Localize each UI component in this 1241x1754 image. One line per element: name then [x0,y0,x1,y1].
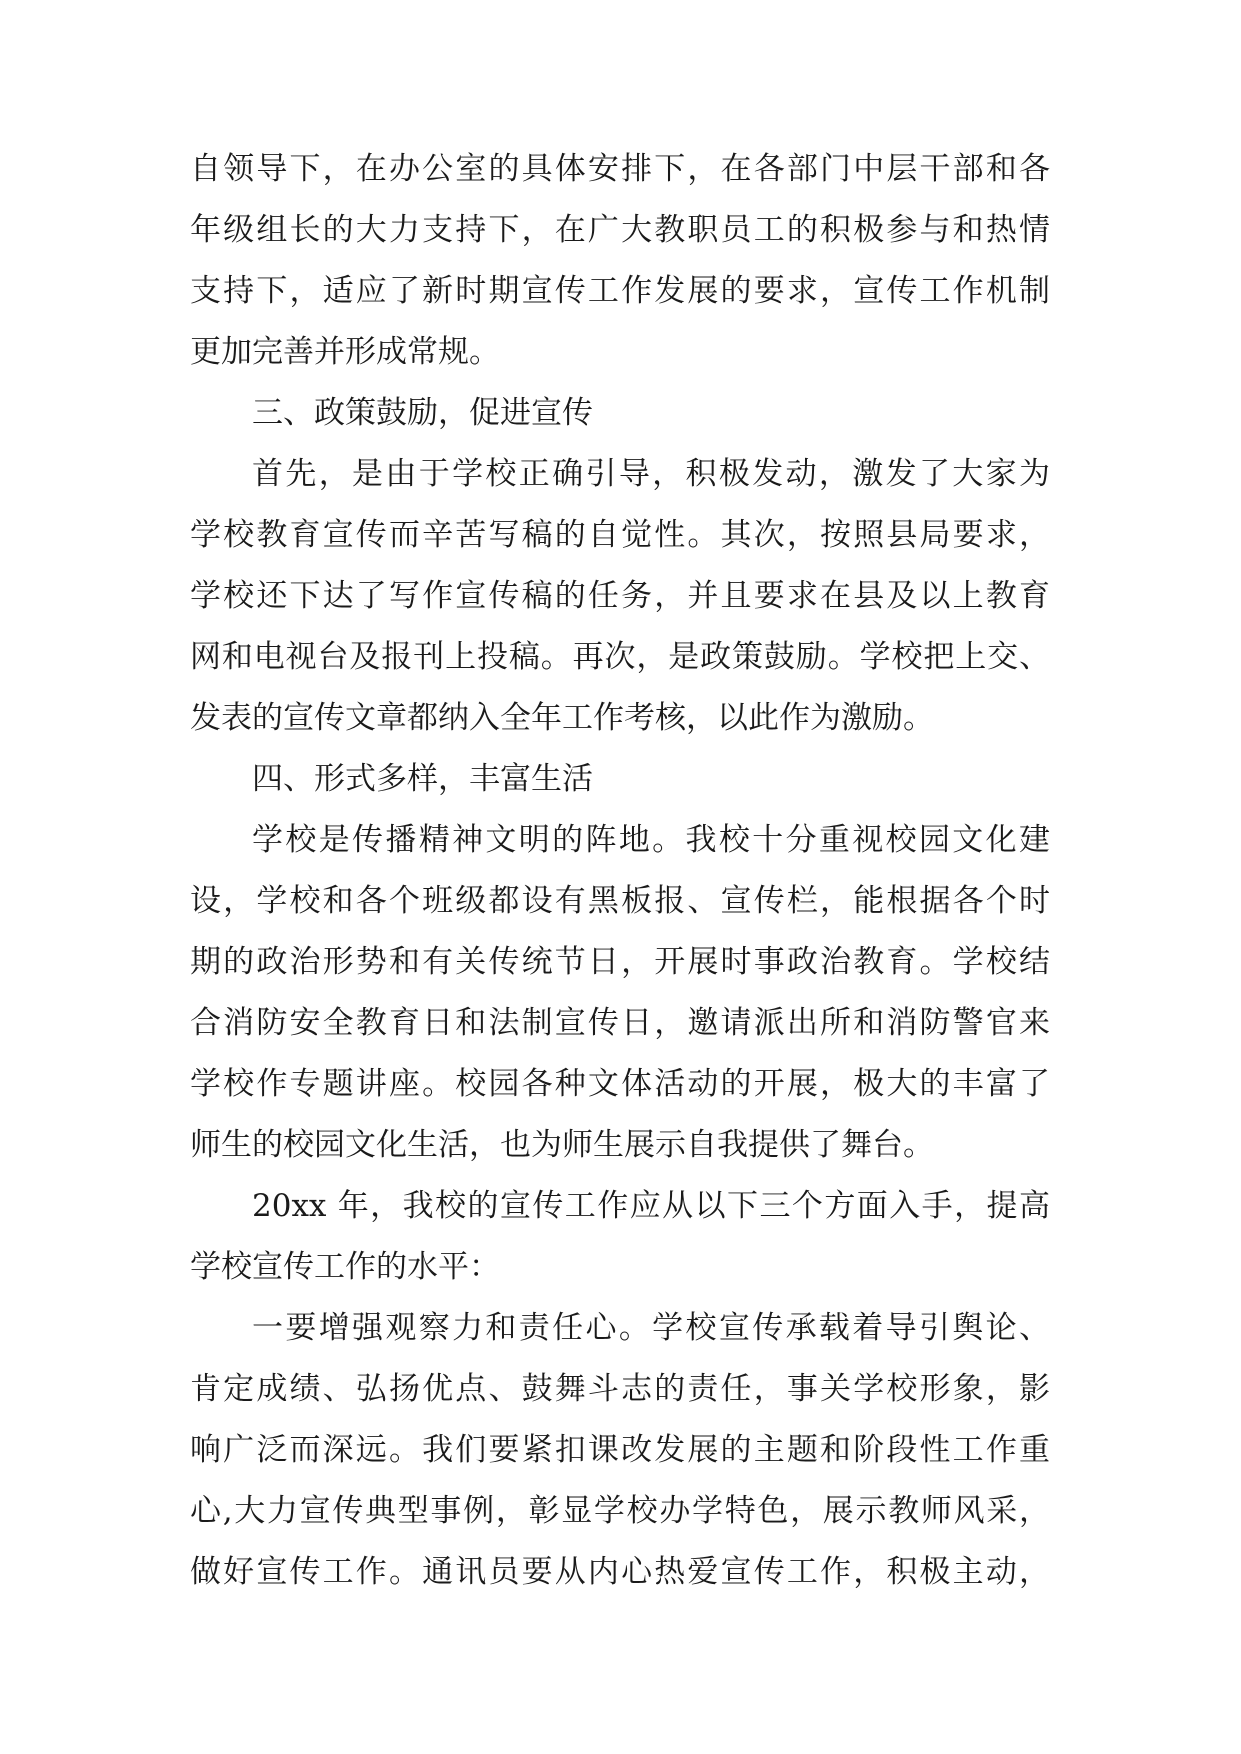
paragraph-line: 首先，是由于学校正确引导，积极发动，激发了大家为 [252,456,1050,492]
paragraph-line: 学校作专题讲座。校园各种文体活动的开展，极大的丰富了 [190,1066,1050,1102]
paragraph-line: 学校还下达了写作宣传稿的任务，并且要求在县及以上教育 [190,578,1050,614]
section-heading: 四、形式多样，丰富生活 [252,761,593,797]
paragraph-line: 学校宣传工作的水平： [190,1249,500,1285]
paragraph-line: 发表的宣传文章都纳入全年工作考核，以此作为激励。 [190,700,934,736]
paragraph-line: 20xx 年，我校的宣传工作应从以下三个方面入手，提高 [252,1188,1050,1224]
paragraph-line: 设，学校和各个班级都设有黑板报、宣传栏，能根据各个时 [190,883,1050,919]
paragraph-line: 自领导下，在办公室的具体安排下，在各部门中层干部和各 [190,151,1050,187]
paragraph-line: 合消防安全教育日和法制宣传日，邀请派出所和消防警官来 [190,1005,1050,1041]
paragraph-line: 做好宣传工作。通讯员要从内心热爱宣传工作，积极主动， [190,1554,1050,1590]
paragraph-line: 学校是传播精神文明的阵地。我校十分重视校园文化建 [252,822,1050,858]
paragraph-line: 年级组长的大力支持下，在广大教职员工的积极参与和热情 [190,212,1050,248]
paragraph-line: 更加完善并形成常规。 [190,334,500,370]
paragraph-line: 一要增强观察力和责任心。学校宣传承载着导引舆论、 [252,1310,1050,1346]
paragraph-line: 期的政治形势和有关传统节日，开展时事政治教育。学校结 [190,944,1050,980]
paragraph-line: 心,大力宣传典型事例，彰显学校办学特色，展示教师风采， [190,1493,1050,1529]
paragraph-line: 师生的校园文化生活，也为师生展示自我提供了舞台。 [190,1127,934,1163]
section-heading: 三、政策鼓励，促进宣传 [252,395,593,431]
paragraph-line: 肯定成绩、弘扬优点、鼓舞斗志的责任，事关学校形象，影 [190,1371,1050,1407]
paragraph-line: 学校教育宣传而辛苦写稿的自觉性。其次，按照县局要求， [190,517,1050,553]
paragraph-line: 支持下，适应了新时期宣传工作发展的要求，宣传工作机制 [190,273,1050,309]
paragraph-line: 响广泛而深远。我们要紧扣课改发展的主题和阶段性工作重 [190,1432,1050,1468]
paragraph-line: 网和电视台及报刊上投稿。再次，是政策鼓励。学校把上交、 [190,639,1050,675]
